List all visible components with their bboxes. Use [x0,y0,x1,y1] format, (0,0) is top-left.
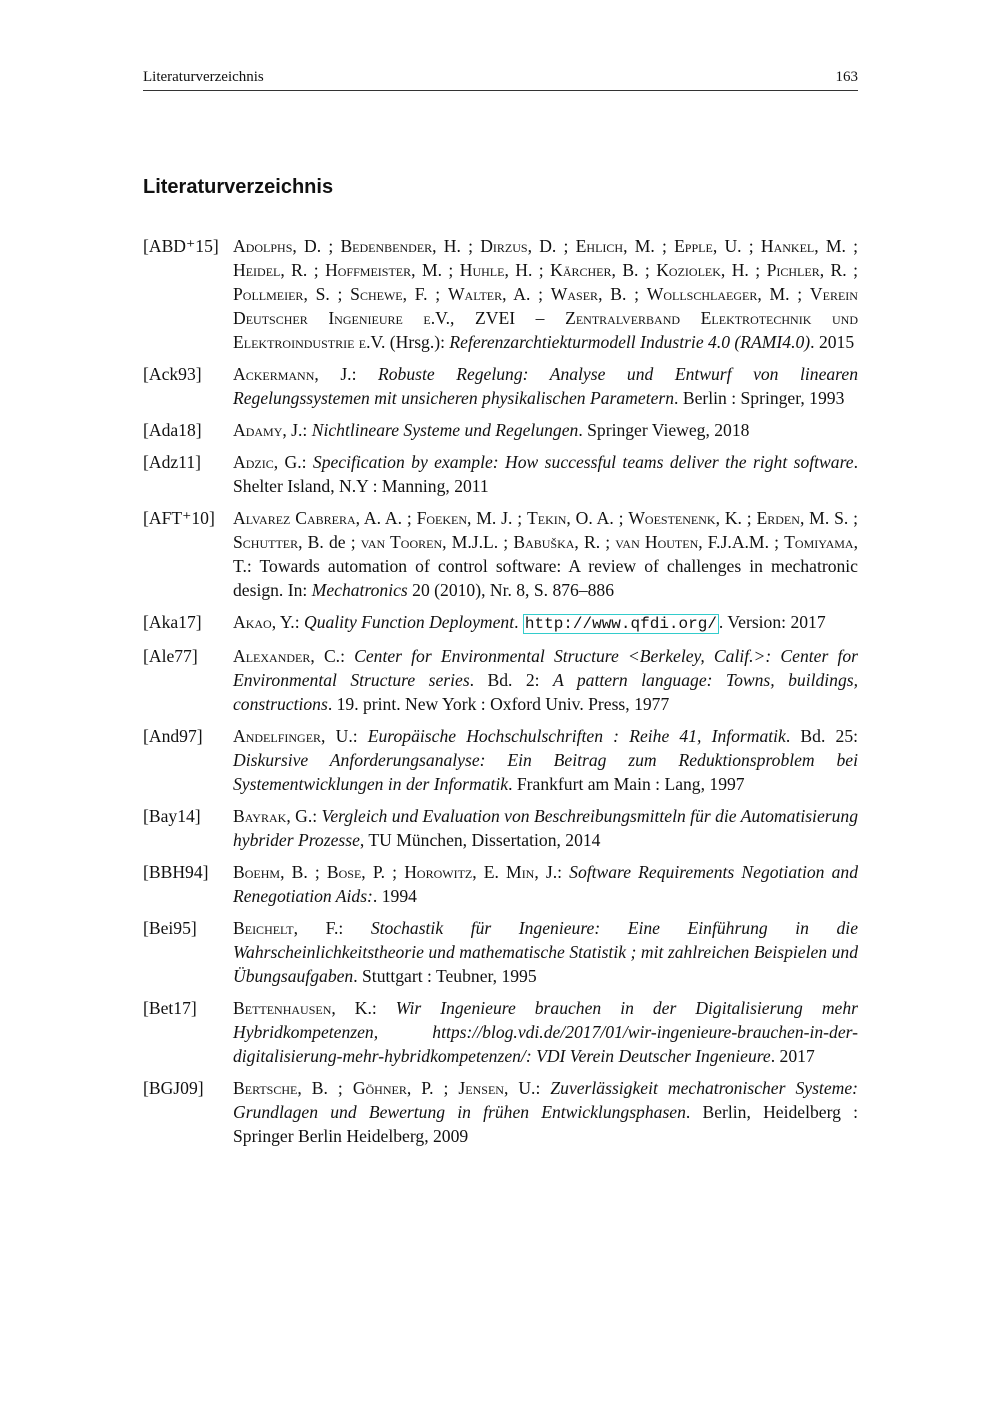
bib-key: [Ada18] [143,420,202,440]
bib-author: Pollmeier [233,284,304,304]
bib-author: Alexander [233,646,311,666]
bib-title: Center for Environmental Structure <Berkeley, Calif.>: Center for Environmental Structure series [233,646,858,690]
bib-author: Hankel [760,236,815,256]
bib-text [233,418,858,442]
bib-text [233,610,858,636]
bib-text-segment: , D. ; [292,236,341,256]
bib-author: Göhner [352,1078,407,1098]
bib-text-segment: , M. ; [814,236,859,256]
bib-entry [143,996,858,1068]
bib-text-segment: , A. ; [502,284,551,304]
bib-author: Tomiyama [784,532,854,552]
bib-text-segment: , M. S. ; [799,508,858,528]
bib-text-segment: , G.: [273,452,313,472]
bib-author: Min [506,862,535,882]
bib-text-segment: , J.: [314,364,378,384]
bib-author: Bertsche [233,1078,298,1098]
bib-entry [143,418,858,442]
bib-text [233,996,858,1068]
bib-author: Woestenenk [628,508,716,528]
bib-author: Heidel [233,260,281,280]
bib-entry [143,610,858,636]
bib-key: [And97] [143,726,203,746]
bib-author: Ehlich [575,236,624,256]
bib-entry [143,234,858,354]
bib-key: [Bet17] [143,998,197,1018]
bib-key: [BGJ09] [143,1078,204,1098]
bib-text-segment: , O. A. ; [566,508,629,528]
bib-text-segment: , K.: [331,998,396,1018]
bib-author: Andelfinger [233,726,322,746]
bib-author: Bose [326,862,362,882]
bib-author: Epple [674,236,713,256]
bib-text-segment: (Hrsg.): [385,332,450,352]
chapter-title: Literaturverzeichnis [143,176,334,198]
bib-text-segment: , B. ; [280,862,327,882]
bib-author: Bayrak [233,806,287,826]
bib-author: Akao [233,612,272,632]
bib-author: Beichelt [233,918,294,938]
bib-text [233,916,858,988]
bib-url-link[interactable]: http://www.qfdi.org/ [524,615,717,633]
bib-text-segment: , R. ; [574,532,616,552]
bib-text-segment: , H. ; [432,236,481,256]
bib-text-segment: , M. ; [757,284,810,304]
bib-author: Bedenbender [340,236,433,256]
bib-text-segment: , J.: [282,420,312,440]
bib-text [233,450,858,498]
bib-author: van Tooren [360,532,443,552]
bib-entry [143,644,858,716]
bibliography-list [143,234,858,1156]
bib-text-segment: . Bd. 25: [785,726,858,746]
bib-text-segment: , M. ; [623,236,675,256]
bib-entry [143,916,858,988]
bib-key: [AFT⁺10] [143,508,215,528]
bib-author: Walter [447,284,503,304]
bib-title: Software Requirements Negotiation and Renegotiation Aids: [233,862,858,906]
bib-author: Waser [550,284,599,304]
bib-author: Kärcher [550,260,612,280]
bib-text-segment: , S. ; [303,284,351,304]
bib-author: Koziolek [656,260,721,280]
bib-title: Referenzarchtiekturmodell Industrie 4.0 (RAMI4.0) [449,332,811,352]
bib-author: Alvarez Cabrera [233,508,356,528]
bib-title: A pattern language: Towns, buildings, constructions [233,670,858,714]
bib-text-segment: , M. ; [411,260,460,280]
running-header [143,68,858,91]
bib-key: [Adz11] [143,452,201,472]
bib-text [233,724,858,796]
bib-author: Bettenhausen [233,998,332,1018]
bib-author: Foeken [416,508,468,528]
bib-text-segment: . 19. print. New York : Oxford Univ. Press, 1977 [327,694,670,714]
bib-author: Huhle [459,260,505,280]
bib-text-segment: 20 (2010), Nr. 8, S. 876–886 [407,580,615,600]
bib-text-segment: . Frankfurt am Main : Lang, 1997 [508,774,745,794]
bib-author: Horowitz [404,862,473,882]
bib-author: Pichler [766,260,820,280]
bib-title: Diskursive Anforderungsanalyse: Ein Beitrag zum Reduktionsproblem bei Systementwicklungen in der Informatik [233,750,858,794]
bib-text-segment: , ZVEI – [450,308,566,328]
bib-text [233,644,858,716]
bib-author: Boehm [233,862,281,882]
bib-author: Wollschlaeger [646,284,758,304]
bib-text-segment: , U. ; [712,236,761,256]
bib-title: Zuverlässigkeit mechatronischer Systeme: Grundlagen und Bewertung in frühen Entwicklungsphasen [233,1078,858,1122]
bib-entry [143,506,858,602]
bib-title: Stochastik für Ingenieure: Eine Einführung in die Wahrscheinlichkeitstheorie und mathematische Statistik ; mit zahlreichen Beispielen und Übungsaufgaben [233,918,858,986]
bib-text [233,804,858,852]
bib-text-segment: . 2017 [770,1046,815,1066]
bib-text-segment: , M. J. ; [467,508,527,528]
bib-text-segment: , U.: [503,1078,551,1098]
bib-author: Zentralverband Elektrotechnik und Elektroindustrie e.V. [233,308,858,352]
bib-title: Robuste Regelung: Analyse und Entwurf von linearen Regelungssystemen mit unsicheren physikalischen Parametern [233,364,858,408]
bib-text-segment: , R. ; [280,260,326,280]
bib-text-segment: , F.: [293,918,371,938]
bib-key: [Ale77] [143,646,198,666]
bib-author: Erden [756,508,800,528]
bib-text-segment: , T.: Towards automation of control software: A review of challenges in mechatronic design. In: [233,532,858,600]
bib-key: [Bay14] [143,806,201,826]
bib-text-segment: . Bd. 2: [469,670,554,690]
bib-entry [143,860,858,908]
bib-text-segment: , D. ; [527,236,576,256]
bib-author: Ackermann [233,364,315,384]
bib-entry [143,804,858,852]
bib-author: Jensen [458,1078,504,1098]
bib-title: Wir Ingenieure brauchen in der Digitalisierung mehr Hybridkompetenzen, https://blog.vdi.de/2017/01/wir-ingenieure-brauchen-in-der-digitalisierung-mehr-hybridkompetenzen/: VDI Verein Deutscher Ingenieure [233,998,858,1066]
bib-text-segment: , J.: [534,862,570,882]
bib-key: [Bei95] [143,918,197,938]
bib-author: Dirzus [480,236,528,256]
bib-author: Verein Deutscher Ingenieure e.V. [233,284,858,328]
bib-key: [Ack93] [143,364,202,384]
bib-text-segment: , M.J.L. ; [442,532,514,552]
bib-title: Nichtlineare Systeme und Regelungen [311,420,579,440]
bib-text-segment: . Springer Vieweg, 2018 [578,420,750,440]
bib-text [233,506,858,602]
bib-text-segment: , TU München, Dissertation, 2014 [359,830,601,850]
bib-text-segment: . Berlin : Springer, 1993 [674,388,845,408]
bib-text-segment: , C.: [310,646,355,666]
bib-entry [143,362,858,410]
bib-text-segment: , B. ; [297,1078,353,1098]
bib-key: [Aka17] [143,612,202,632]
bib-text-segment: , B. ; [598,284,647,304]
running-title: Literaturverzeichnis [143,69,264,85]
bib-text-segment: , F. ; [402,284,448,304]
bib-author: Adamy [233,420,283,440]
bib-text [233,1076,858,1148]
bib-text-segment: , P. ; [406,1078,459,1098]
bib-entry [143,724,858,796]
page-number: 163 [835,69,858,85]
bib-text-segment: , E. [472,862,507,882]
bib-text [233,860,858,908]
bib-text-segment: . Berlin, Heidelberg : Springer Berlin Heidelberg, 2009 [233,1102,858,1146]
bib-key: [BBH94] [143,862,209,882]
bib-text [233,362,858,410]
bib-text-segment: , H. ; [504,260,551,280]
bib-author: Schutter [233,532,299,552]
bib-author: Schewe [350,284,403,304]
bib-author: van Houten [615,532,699,552]
bib-text [233,234,858,354]
bib-title: Europäische Hochschulschriften : Reihe 41, Informatik [367,726,786,746]
bib-text-segment: . Shelter Island, N.Y : Manning, 2011 [233,452,859,496]
bib-text-segment: . Stuttgart : Teubner, 1995 [353,966,537,986]
bib-text-segment: . Version: 2017 [718,612,826,632]
bib-text-segment: . 2015 [810,332,855,352]
bib-text-segment: , H. ; [720,260,767,280]
bib-text-segment: , A. A. ; [355,508,417,528]
bib-author: Adolphs [233,236,293,256]
bib-text-segment: , G.: [286,806,322,826]
bib-key: [ABD⁺15] [143,236,219,256]
bib-text-segment: , B. de ; [298,532,361,552]
bib-text-segment: , B. ; [611,260,657,280]
bib-text-segment: , Y.: [271,612,304,632]
bib-text-segment: , P. ; [361,862,405,882]
bib-text-segment: . [514,612,523,632]
bib-author: Babuška [513,532,575,552]
bib-author: Adzic [233,452,274,472]
bib-text-segment: , K. ; [715,508,757,528]
bib-text-segment: , R. ; [819,260,858,280]
bib-title: Quality Function Deployment [303,612,515,632]
bib-title: Mechatronics [311,580,408,600]
bib-entry [143,450,858,498]
bib-author: Tekin [527,508,567,528]
bib-text-segment: , U.: [321,726,368,746]
bib-entry [143,1076,858,1148]
bib-title: Specification by example: How successful teams deliver the right software [312,452,854,472]
bib-author: Hoffmeister [325,260,412,280]
bib-text-segment: . 1994 [372,886,417,906]
bib-text-segment: , F.J.A.M. ; [698,532,785,552]
bib-title: Vergleich und Evaluation von Beschreibungsmitteln für die Automatisierung hybrider Prozesse [233,806,858,850]
